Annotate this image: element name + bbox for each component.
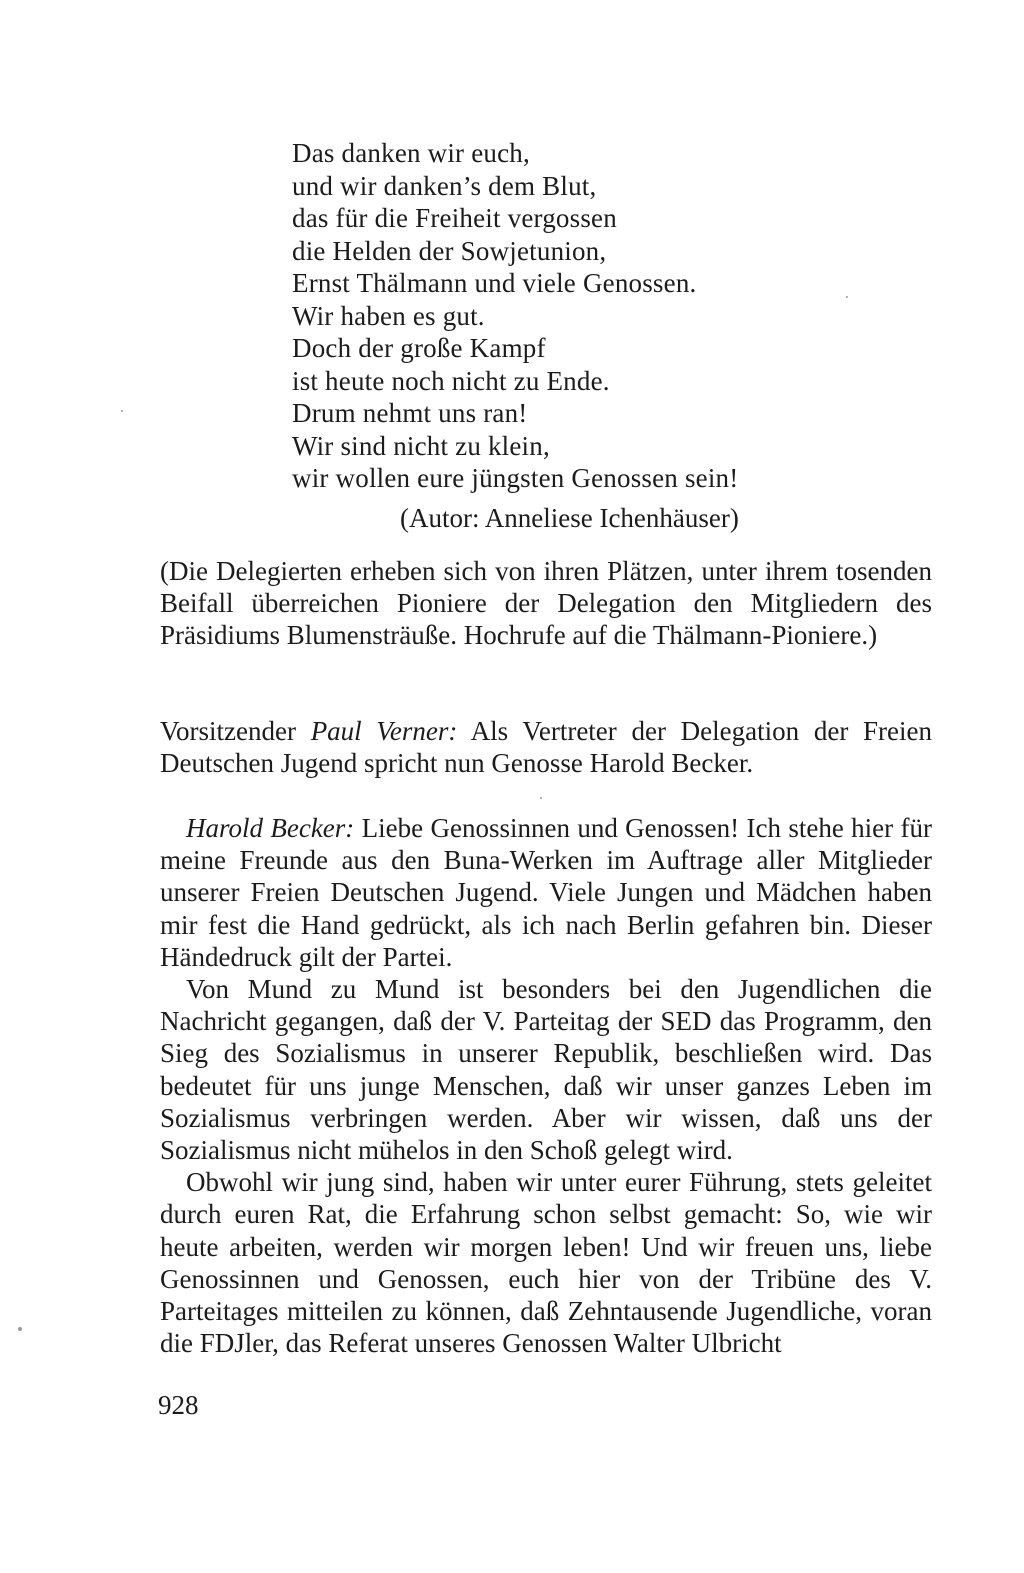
poem-line: die Helden der Sowjetunion, (292, 235, 607, 266)
scan-speck (540, 797, 542, 799)
chair-remark (160, 715, 932, 779)
speech-block (160, 812, 932, 1359)
speech-paragraph (160, 812, 932, 973)
poem-line: und wir danken’s dem Blut, (292, 170, 597, 201)
speech-paragraph: Von Mund zu Mund ist besonders bei den Jugendlichen die Nachricht gegangen, daß der V. Parteitag der SED das Programm, den Sieg des Sozialismus in unserer Republik, beschließen wird. Das bedeutet für uns junge Menschen, daß wir unser ganzes Leben im Sozialismus verbringen werden. Aber wir wissen, daß uns der Sozialismus nicht mühelos in den Schoß gelegt wird. (160, 974, 932, 1166)
poem-line: das für die Freiheit vergossen (292, 203, 617, 233)
speech-speaker-name: Harold Becker: (186, 813, 355, 843)
speech-paragraph-text: Liebe Genossinnen und Genossen! Ich stehe hier für meine Freunde aus den Buna-Werken im Auftrage aller Mitglieder unserer Freien Deutschen Jugend. Viele Jungen und Mädchen haben mir fest die Hand gedrückt, als ich nach Berlin gefahren bin. Dieser Händedruck gilt der Partei. (160, 813, 932, 972)
speech-paragraph: Obwohl wir jung sind, haben wir unter eurer Führung, stets geleitet durch euren Rat, die Erfahrung schon selbst gemacht: So, wie wir heute arbeiten, werden wir morgen leben! Und wir freuen uns, liebe Genossinnen und Genossen, euch hier von der Tribüne des V. Parteitages mitteilen zu können, daß Zehntausende Jugendliche, voran die FDJler, das Referat unseres Genossen Walter Ulbricht (160, 1167, 932, 1359)
stage-direction: (Die Delegierten erheben sich von ihren Plätzen, unter ihrem tosenden Beifall überreichen Pioniere der Delegation den Mitgliedern des Präsidiums Blumensträuße. Hochrufe auf die Thälmann-Pioniere.) (160, 556, 932, 651)
poem-line: Das danken wir euch, (292, 138, 530, 168)
stage-direction-block (160, 555, 932, 652)
poem-line: Drum nehmt uns ran! (292, 398, 528, 428)
poem-line: Ernst Thälmann und viele Genossen. (292, 268, 697, 298)
poem-line: Wir sind nicht zu klein, (292, 430, 550, 461)
scan-speck (846, 296, 848, 298)
chair-remark-block (160, 715, 932, 779)
poem (292, 137, 812, 495)
poem-line: ist heute noch nicht zu Ende. (292, 365, 610, 396)
chair-speaker-name: Paul Verner: (310, 716, 458, 746)
scan-speck (18, 1327, 22, 1331)
chair-remark-text: Als Vertreter der Delegation der Freien Deutschen Jugend spricht nun Genosse Harold Becker. (160, 716, 933, 779)
poem-line: wir wollen eure jüngsten Genossen sein! (292, 463, 739, 493)
poem-attribution: (Autor: Anneliese Ichenhäuser) (400, 503, 739, 533)
page-number: 928 (158, 1390, 199, 1420)
chair-role: Vorsitzender (160, 716, 296, 746)
poem-line: Doch der große Kampf (292, 333, 546, 363)
poem-line: Wir haben es gut. (292, 300, 485, 331)
scan-speck (121, 410, 123, 412)
